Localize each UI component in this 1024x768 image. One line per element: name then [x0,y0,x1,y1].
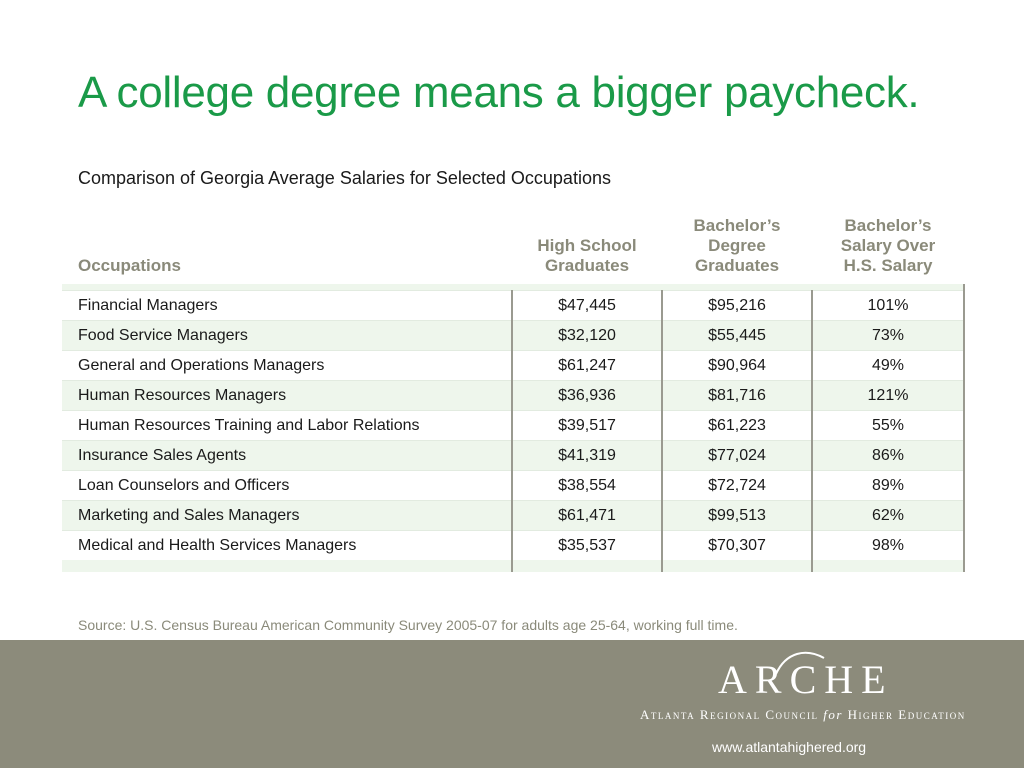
slide-title: A college degree means a bigger paycheck. [78,68,920,117]
cell-hs-salary: $38,554 [512,471,662,501]
cell-hs-salary: $39,517 [512,411,662,441]
header-pct-line2: Salary Over [840,236,936,255]
cell-pct-over: 73% [812,321,964,351]
cell-hs-salary: $36,936 [512,381,662,411]
header-high-school [512,210,662,284]
cell-ba-salary: $77,024 [662,441,812,471]
salary-table [62,210,965,572]
table-row [62,531,964,561]
table-row [62,501,964,531]
org-name-part2: Higher Education [847,707,966,722]
website-url: www.atlantahighered.org [712,739,867,755]
arche-logo: ARCHE [718,657,894,702]
cell-hs-salary: $41,319 [512,441,662,471]
table-row [62,471,964,501]
cell-ba-salary: $95,216 [662,291,812,321]
cell-occupation: Human Resources Training and Labor Relations [62,411,512,441]
cell-pct-over: 121% [812,381,964,411]
cell-occupation: Food Service Managers [62,321,512,351]
cell-pct-over: 98% [812,531,964,561]
header-hs-line1: High School [537,236,637,255]
table-row [62,441,964,471]
header-hs-line2: Graduates [544,256,630,275]
cell-occupation: Marketing and Sales Managers [62,501,512,531]
table-row [62,291,964,321]
cell-occupation: Financial Managers [62,291,512,321]
cell-ba-salary: $99,513 [662,501,812,531]
cell-ba-salary: $55,445 [662,321,812,351]
cell-ba-salary: $72,724 [662,471,812,501]
table-header-row [62,210,964,284]
org-name-part1: Atlanta Regional Council [640,707,819,722]
header-salary-over [812,210,964,284]
header-bachelors [662,210,812,284]
cell-occupation: Insurance Sales Agents [62,441,512,471]
source-note: Source: U.S. Census Bureau American Community Survey 2005-07 for adults age 25-64, working full time. [78,617,738,633]
org-name-for: for [823,707,843,722]
cell-pct-over: 49% [812,351,964,381]
org-name [640,707,966,723]
table-subtitle: Comparison of Georgia Average Salaries for Selected Occupations [78,168,611,188]
header-ba-line3: Graduates [694,256,780,275]
cell-occupation: Human Resources Managers [62,381,512,411]
cell-pct-over: 55% [812,411,964,441]
cell-occupation: General and Operations Managers [62,351,512,381]
cell-ba-salary: $70,307 [662,531,812,561]
cell-hs-salary: $61,471 [512,501,662,531]
header-ba-line1: Bachelor’s [693,216,781,235]
header-pct-line3: H.S. Salary [843,256,933,275]
cell-hs-salary: $35,537 [512,531,662,561]
table-row [62,351,964,381]
table-body [62,284,964,572]
header-pct-line1: Bachelor’s [844,216,932,235]
cell-pct-over: 89% [812,471,964,501]
cell-ba-salary: $61,223 [662,411,812,441]
cell-occupation: Loan Counselors and Officers [62,471,512,501]
cell-occupation: Medical and Health Services Managers [62,531,512,561]
table-row [62,321,964,351]
salary-table-container [62,210,964,572]
cell-pct-over: 101% [812,291,964,321]
table-bottom-spacer [62,560,964,572]
header-ba-line2: Degree [708,236,766,255]
cell-hs-salary: $32,120 [512,321,662,351]
table-row [62,411,964,441]
cell-pct-over: 62% [812,501,964,531]
table-row [62,381,964,411]
cell-ba-salary: $90,964 [662,351,812,381]
cell-pct-over: 86% [812,441,964,471]
cell-ba-salary: $81,716 [662,381,812,411]
header-occupations: Occupations [78,256,181,275]
logo-arc-icon [770,648,830,678]
cell-hs-salary: $47,445 [512,291,662,321]
cell-hs-salary: $61,247 [512,351,662,381]
